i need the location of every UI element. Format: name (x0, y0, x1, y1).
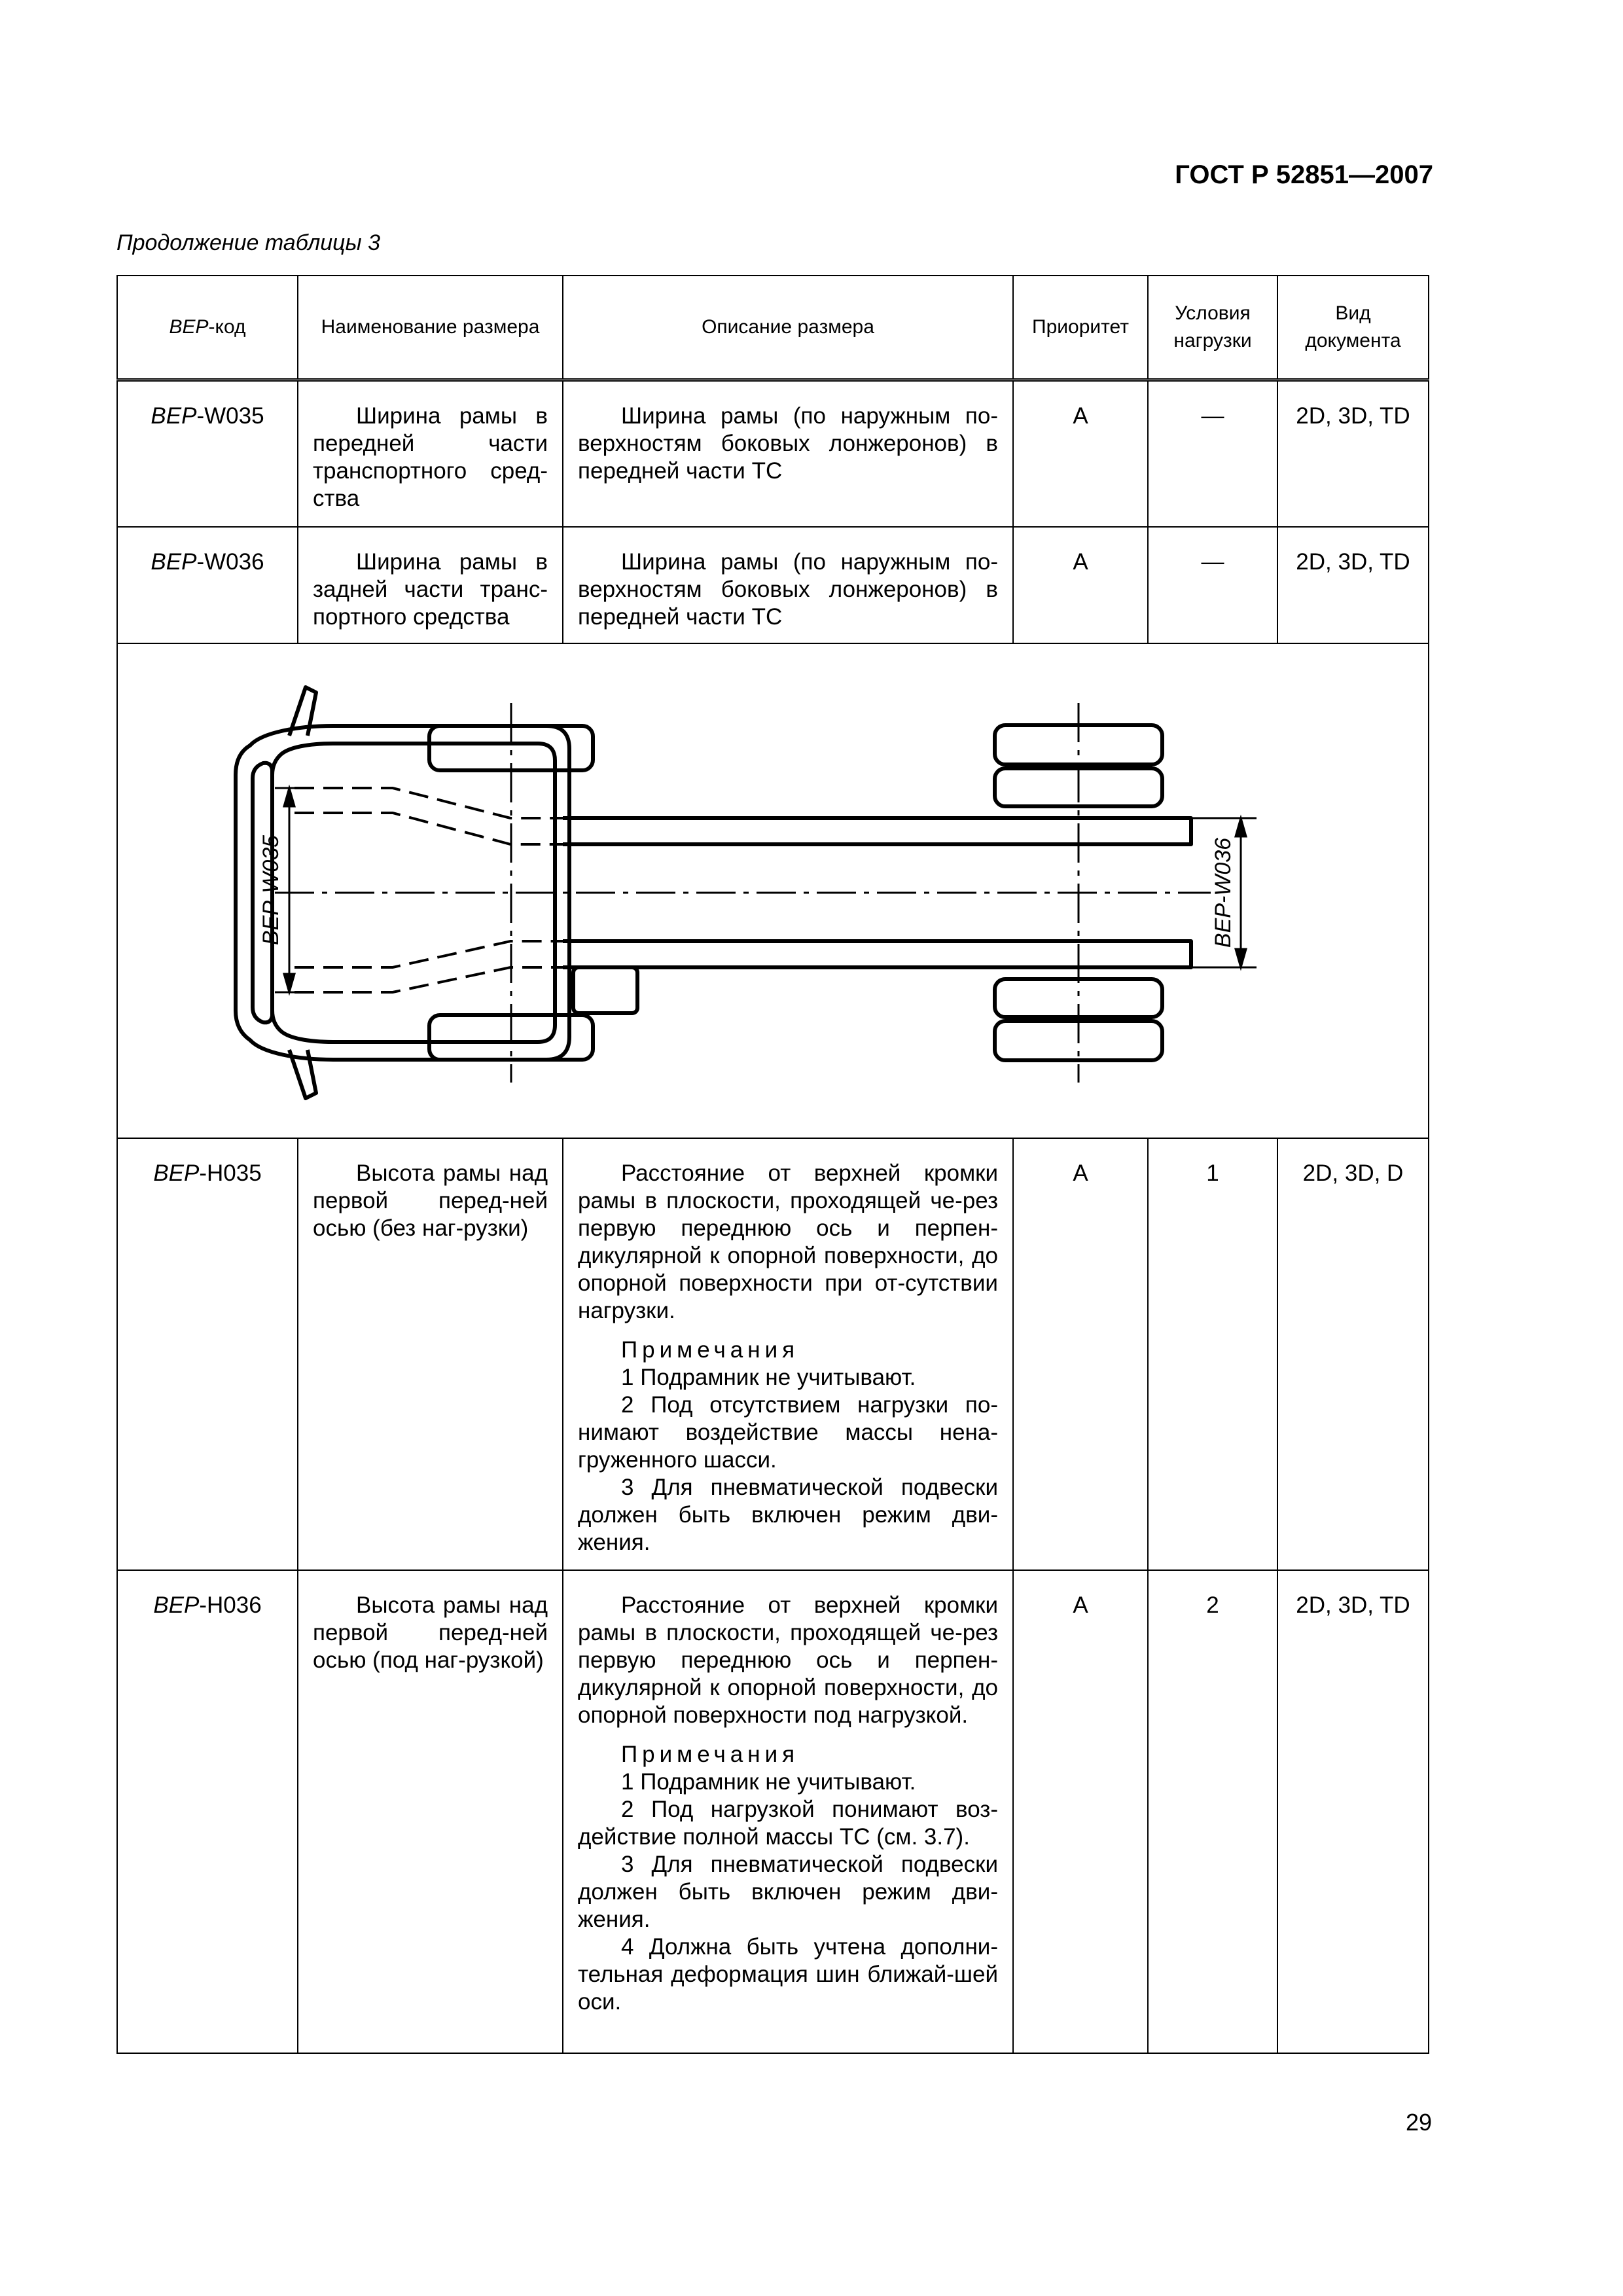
header-name: Наименование размера (298, 276, 563, 380)
row-name: Ширина рамы в задней части транс-портного средства (298, 527, 563, 643)
row-doc: 2D, 3D, TD (1277, 380, 1429, 527)
arrow-w035-top (284, 788, 294, 806)
row-description-cell (563, 1138, 1013, 1570)
hidden-rail-bottom-outer (294, 967, 563, 992)
table-header-row (117, 276, 1429, 380)
row-name: Высота рамы над первой перед-ней осью (под наг-рузкой) (298, 1570, 563, 2053)
hidden-rail-bottom-inner (294, 941, 563, 967)
table-caption: Продолжение таблицы 3 (116, 230, 380, 255)
row-code: ВЕР-W036 (117, 527, 298, 643)
table-row (117, 527, 1429, 643)
row-name: Высота рамы над первой перед-ней осью (без наг-рузки) (298, 1138, 563, 1570)
note: 1 Подрамник не учитывают. (621, 1364, 916, 1390)
header-code: ВЕР-код (117, 276, 298, 380)
page-number: 29 (1405, 2109, 1432, 2136)
frame-width-figure (117, 643, 1429, 1138)
arrow-w036-top (1236, 818, 1246, 836)
row-doc: 2D, 3D, TD (1277, 1570, 1429, 2053)
table-row (117, 1138, 1429, 1570)
row-description: Ширина рамы (по наружным по-верхностям боковых лонжеронов) в передней части ТС (563, 380, 1013, 527)
notes-title: Примечания (621, 1336, 800, 1363)
row-description: Расстояние от верхней кромки рамы в плоскости, проходящей че-рез первую переднюю ось и перпен-дикулярной к опорной поверхности, до опорной поверхности при от-сутствии нагрузки. (578, 1160, 998, 1323)
row-description-cell (563, 1570, 1013, 2053)
notes-title: Примечания (621, 1741, 800, 1767)
row-doc: 2D, 3D, TD (1277, 527, 1429, 643)
note: 2 Под отсутствием нагрузки по-нимают воздействие массы нена-груженного шасси. (578, 1391, 998, 1473)
row-priority: А (1013, 527, 1148, 643)
row-description: Ширина рамы (по наружным по-верхностям боковых лонжеронов) в передней части ТС (563, 527, 1013, 643)
row-code: ВЕР-W035 (117, 380, 298, 527)
row-load: 2 (1148, 1570, 1277, 2053)
label-w036: ВЕР-W036 (1211, 837, 1236, 948)
battery-box (573, 967, 637, 1013)
row-priority: А (1013, 1138, 1148, 1570)
note: 3 Для пневматической подвески должен быть включен режим дви-жения. (578, 1474, 998, 1555)
frame-diagram (118, 644, 1429, 1138)
arrow-w036-bottom (1236, 949, 1246, 967)
note: 1 Подрамник не учитывают. (621, 1768, 916, 1795)
row-priority: А (1013, 380, 1148, 527)
header-doc: Вид документа (1277, 276, 1429, 380)
note: 3 Для пневматической подвески должен быть включен режим дви-жения. (578, 1851, 998, 1932)
header-priority: Приоритет (1013, 276, 1148, 380)
row-load: — (1148, 527, 1277, 643)
dimensions-table (116, 275, 1429, 2054)
arrow-w035-bottom (284, 974, 294, 992)
row-load: — (1148, 380, 1277, 527)
note: 2 Под нагрузкой понимают воз-действие полной массы ТС (см. 3.7). (578, 1796, 998, 1850)
row-code: ВЕР-H035 (117, 1138, 298, 1570)
frame-rail-top (563, 818, 1191, 844)
row-name: Ширина рамы в передней части транспортного сред-ства (298, 380, 563, 527)
table-row (117, 380, 1429, 527)
note: 4 Должна быть учтена дополни-тельная деформация шин ближай-шей оси. (578, 1933, 998, 2015)
label-w035: ВЕР-W035 (259, 834, 283, 945)
header-load: Условия нагрузки (1148, 276, 1277, 380)
row-code: ВЕР-H036 (117, 1570, 298, 2053)
frame-rail-bottom (563, 941, 1191, 967)
row-load: 1 (1148, 1138, 1277, 1570)
row-doc: 2D, 3D, D (1277, 1138, 1429, 1570)
figure-row (117, 643, 1429, 1138)
row-description: Расстояние от верхней кромки рамы в плоскости, проходящей че-рез первую переднюю ось и перпен-дикулярной к опорной поверхности, до опорной поверхности под нагрузкой. (578, 1592, 998, 1728)
table-row (117, 1570, 1429, 2053)
header-description: Описание размера (563, 276, 1013, 380)
row-priority: А (1013, 1570, 1148, 2053)
standard-designation: ГОСТ Р 52851—2007 (1175, 160, 1433, 189)
